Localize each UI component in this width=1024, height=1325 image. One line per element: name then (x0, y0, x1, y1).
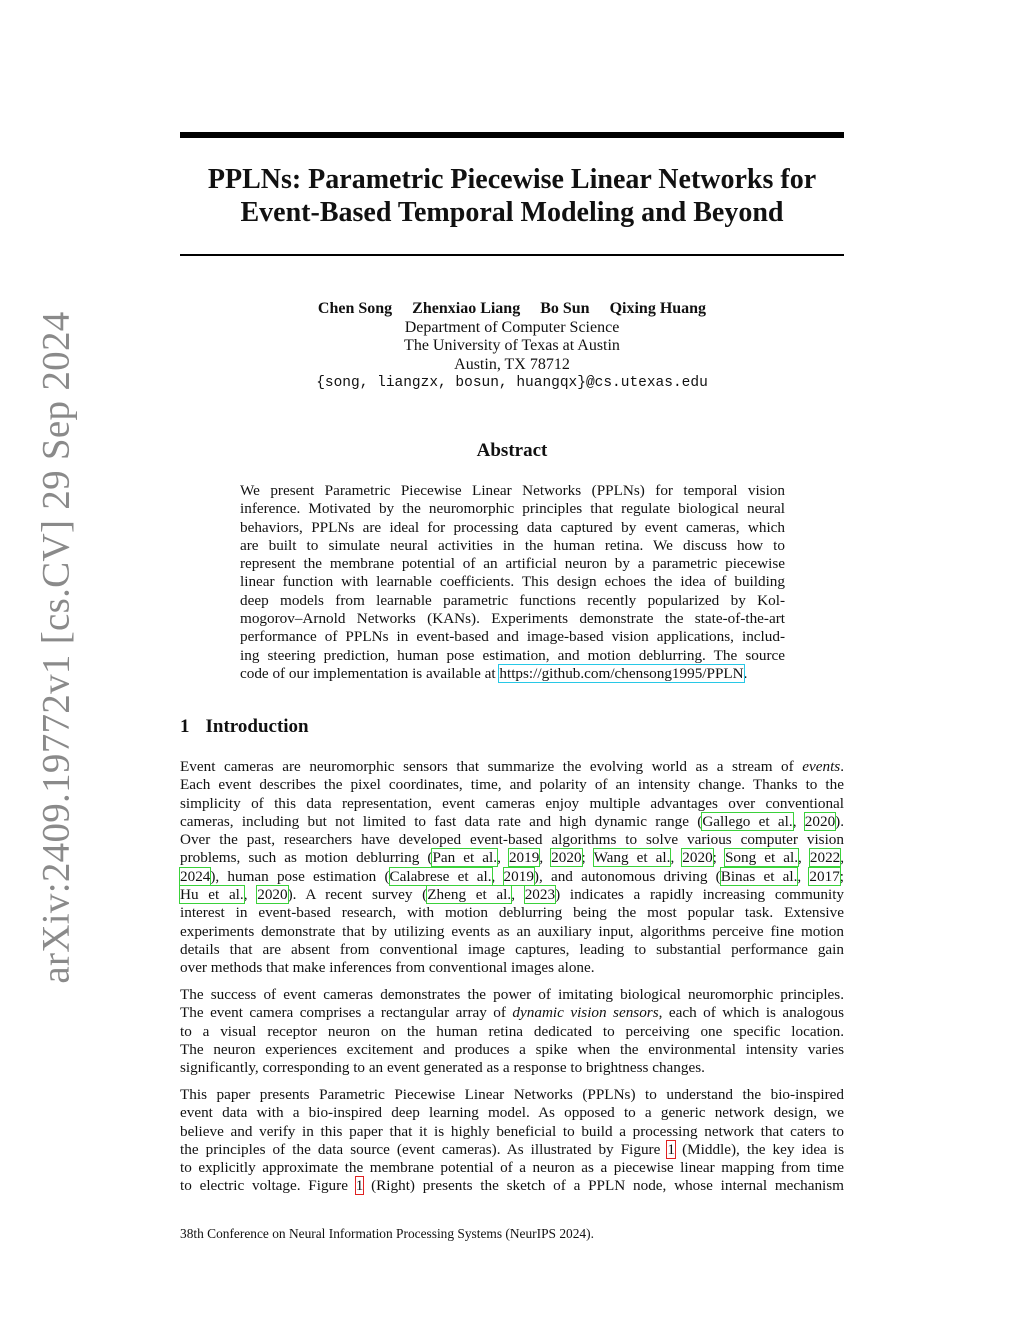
citation-link[interactable]: Pan et al. (432, 849, 498, 867)
abstract-line: inference. Motivated by the neuromorphic principles that regulate biological neural (240, 500, 785, 518)
title-top-rule (180, 132, 844, 138)
text-run: ), and autonomous driving ( (533, 867, 721, 885)
citation-link[interactable]: 2023 (524, 886, 556, 904)
abstract-heading: Abstract (476, 440, 548, 461)
paper-title (180, 163, 844, 229)
citation-link[interactable]: 2020 (551, 849, 582, 867)
author-block (180, 300, 844, 393)
title-line-2: Event-Based Temporal Modeling and Beyond (240, 197, 784, 228)
text-run: ), human pose estimation ( (210, 867, 390, 885)
text-run: ). A recent survey ( (287, 886, 428, 904)
text-run: , each of which is analogous (658, 1004, 844, 1022)
intro-paragraph-2 (180, 986, 844, 1077)
abstract-text: . (743, 664, 748, 682)
abstract-body (240, 482, 785, 683)
citation-link[interactable]: Binas et al. (720, 867, 798, 885)
text-run: ) indicates a rapidly increasing community (555, 886, 845, 904)
paragraph-line: The success of event cameras demonstrates the power of imitating biological neuromorphic principles. (180, 986, 844, 1003)
paragraph-line: problems, such as motion deblurring (Pan et al., 2019, 2020; Wang et al., 2020; Song et al., 2022, (180, 849, 845, 867)
author-name: Qixing Huang (609, 300, 707, 317)
abstract-line: linear function with learnable coefficients. This design echoes the idea of building (240, 573, 785, 591)
citation-link[interactable]: Zheng et al. (427, 886, 512, 904)
text-run: The event camera comprises a rectangular array of (180, 1004, 513, 1022)
citation-link[interactable]: 2017 (809, 867, 840, 885)
paragraph-line: experiments demonstrate that by utilizing events as an auxiliary input, algorithms perceive fine motion (180, 922, 844, 940)
paragraph-line: to explicitly approximate the membrane potential of a neuron as a piecewise linear mapping from time (180, 1159, 844, 1177)
abstract-line: performance of PPLNs in event-based and image-based vision applications, includ- (240, 628, 785, 646)
paragraph-line: Over the past, researchers have developed event-based algorithms to solve various computer vision (180, 831, 844, 849)
paragraph-line: details that are absent from conventional image captures, leading to substantial performance gain (180, 940, 844, 958)
abstract-line: ing steering prediction, human pose estimation, and motion deblurring. The source (240, 646, 785, 664)
citation-link[interactable]: 2022 (809, 849, 841, 867)
arxiv-identifier-text: arXiv:2409.19772v1 [cs.CV] 29 Sep 2024 (34, 310, 78, 984)
abstract-line: deep models from learnable parametric functions recently popularized by Kol- (240, 591, 785, 609)
paragraph-line: Hu et al., 2020). A recent survey (Zheng et al., 2023) indicates a rapidly increasing community (180, 886, 845, 904)
citation-link[interactable]: Calabrese et al. (389, 867, 492, 885)
text-run: to electric voltage. Figure (180, 1177, 356, 1195)
intro-paragraph-3 (180, 1086, 844, 1196)
paragraph-line: simplicity of this data representation, event cameras enjoy multiple advantages over conventional (180, 794, 844, 812)
paragraph-line: over methods that make inferences from conventional images alone. (180, 959, 595, 977)
author-email: {song, liangzx, bosun, huangqx}@cs.utexas.edu (316, 375, 708, 392)
intro-paragraph-1 (180, 758, 844, 978)
section-title: Introduction (205, 716, 309, 737)
author-name: Zhenxiao Liang (412, 300, 521, 317)
abstract-line: behaviors, PPLNs are ideal for processing data captured by event cameras, which (240, 518, 785, 536)
title-line-1: PPLNs: Parametric Piecewise Linear Networks for (207, 164, 817, 195)
citation-link[interactable]: Song et al. (724, 849, 799, 867)
citation-link[interactable]: 2020 (257, 886, 288, 904)
emphasis-text: events (802, 758, 841, 775)
paragraph-line: believe and verify in this paper that it is highly beneficial to build a processing network that caters to (180, 1122, 844, 1140)
text-run: . (840, 758, 844, 775)
author-department: Department of Computer Science (404, 318, 620, 336)
paragraph-line (180, 1004, 844, 1022)
paragraph-line: event data with a bio-inspired deep learning model. As opposed to a generic network design, we (180, 1104, 844, 1122)
citation-link[interactable]: Wang et al. (593, 849, 671, 867)
author-names (180, 300, 844, 319)
citation-link[interactable]: 2024 (180, 867, 211, 885)
text-run: , (792, 812, 805, 830)
paragraph-line: The neuron experiences excitement and produces a spike when the environmental intensity varies (180, 1040, 844, 1058)
citation-link[interactable]: Hu et al. (180, 886, 244, 904)
arxiv-identifier-stamp (26, 310, 86, 984)
emphasis-text: dynamic vision sensors (512, 1004, 659, 1022)
citation-link[interactable]: 2019 (503, 867, 534, 885)
author-address: Austin, TX 78712 (454, 355, 570, 373)
text-run: (Middle), the key idea is (675, 1140, 844, 1158)
author-name: Chen Song (317, 300, 393, 317)
text-run: cameras, including but not limited to fast data rate and high dynamic range ( (180, 812, 703, 830)
author-name: Bo Sun (540, 300, 590, 317)
paragraph-line: significantly, corresponding to an event generated as a response to brightness changes. (180, 1059, 705, 1077)
section-number: 1 (180, 716, 190, 737)
paragraph-line (180, 1177, 844, 1195)
citation-link[interactable]: 2019 (508, 849, 540, 867)
section-heading-introduction (180, 716, 309, 738)
citation-link[interactable]: Gallego et al. (702, 812, 793, 830)
abstract-line: We present Parametric Piecewise Linear Networks (PPLNs) for temporal vision (240, 482, 785, 499)
paragraph-line: This paper presents Parametric Piecewise Linear Networks (PPLNs) to understand the bio-inspired (180, 1086, 844, 1103)
paragraph-line: to a visual receptor neuron on the human retina dedicated to perceiving one specific location. (180, 1022, 844, 1040)
text-run: (Right) presents the sketch of a PPLN node, whose internal mechanism (363, 1177, 844, 1195)
figure-reference-link[interactable]: 1 (355, 1177, 364, 1195)
citation-link[interactable]: 2020 (804, 812, 836, 830)
abstract-line (240, 665, 785, 683)
abstract-line: represent the membrane potential of an artificial neuron by a parametric piecewise (240, 555, 785, 573)
text-run: Event cameras are neuromorphic sensors that summarize the evolving world as a stream of (180, 758, 803, 775)
paragraph-line: Each event describes the pixel coordinates, time, and polarity of an intensity change. Thanks to the (180, 776, 844, 794)
paragraph-line (180, 758, 844, 776)
author-university: The University of Texas at Austin (404, 337, 620, 355)
abstract-line: mogorov–Arnold Networks (KANs). Experiments demonstrate the state-of-the-art (240, 610, 785, 628)
paragraph-line (180, 813, 844, 831)
paragraph-line: 2024), human pose estimation (Calabrese et al., 2019), and autonomous driving (Binas et al., 2017; (180, 867, 845, 885)
text-run: the principles of the data source (event cameras). As illustrated by Figure (180, 1140, 668, 1158)
paragraph-line: interest in event-based research, with motion deblurring being the most popular task. Extensive (180, 904, 844, 922)
figure-reference-link[interactable]: 1 (667, 1140, 676, 1158)
text-run: ). (835, 812, 845, 830)
source-code-link[interactable]: https://github.com/chensong1995/PPLN (499, 664, 744, 682)
paragraph-line (180, 1141, 844, 1159)
abstract-line: are built to simulate neural activities in the human retina. We discuss how to (240, 536, 785, 554)
conference-footer: 38th Conference on Neural Information Processing Systems (NeurIPS 2024). (180, 1226, 594, 1241)
text-run: problems, such as motion deblurring ( (180, 849, 433, 867)
title-bottom-rule (180, 254, 844, 256)
citation-link[interactable]: 2020 (682, 849, 713, 867)
abstract-text: code of our implementation is available at (240, 664, 500, 682)
